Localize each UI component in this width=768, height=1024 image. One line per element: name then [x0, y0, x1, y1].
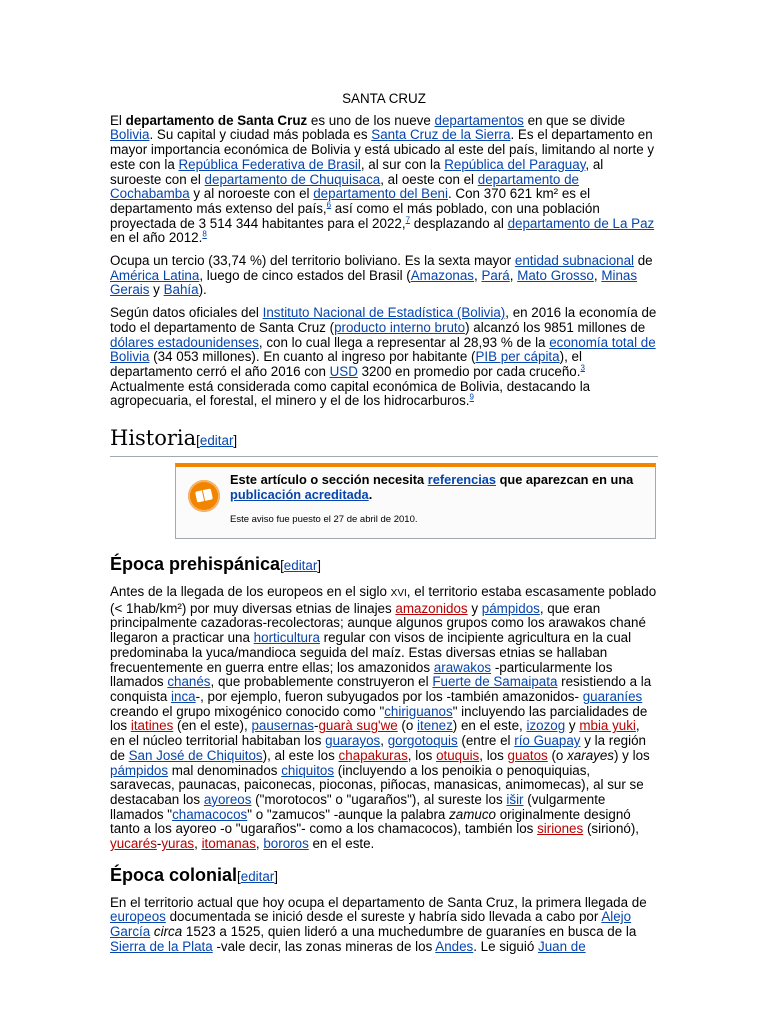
book-warning-icon — [188, 480, 220, 512]
link-minas-gerais[interactable]: Minas Gerais — [110, 267, 638, 298]
link-chapakuras[interactable]: chapakuras — [338, 747, 408, 763]
link-fuerte-samaipata[interactable]: Fuerte de Samaipata — [432, 674, 558, 690]
link-mbia-yuki[interactable]: mbia yuki — [579, 718, 636, 734]
link-otuquis[interactable]: otuquis — [436, 747, 480, 763]
link-amazonidos[interactable]: amazonidos — [395, 600, 468, 616]
link-yucares[interactable]: yucarés — [110, 836, 157, 852]
link-santa-cruz-de-la-sierra[interactable]: Santa Cruz de la Sierra — [371, 127, 511, 143]
edit-link[interactable]: editar — [283, 558, 318, 574]
link-guaranies[interactable]: guaraníes — [582, 688, 643, 704]
link-chanes[interactable]: chanés — [167, 674, 211, 690]
link-isir[interactable]: išir — [506, 791, 524, 807]
page-title: SANTA CRUZ — [342, 91, 426, 106]
link-entidad-subnacional[interactable]: entidad subnacional — [514, 253, 635, 269]
link-pampidos[interactable]: pámpidos — [481, 600, 540, 616]
link-ayoreos[interactable]: ayoreos — [203, 791, 252, 807]
link-sierra-de-la-plata[interactable]: Sierra de la Plata — [110, 938, 213, 954]
link-mato-grosso[interactable]: Mato Grosso — [517, 267, 594, 283]
link-itomanas[interactable]: itomanas — [201, 836, 256, 852]
link-alejo-garcia[interactable]: Alejo García — [110, 909, 632, 940]
link-guatos[interactable]: guatos — [507, 747, 548, 763]
link-usd[interactable]: USD — [329, 363, 358, 379]
link-siriones[interactable]: siriones — [537, 821, 584, 837]
link-paraguay[interactable]: República del Paraguay — [444, 156, 586, 172]
colonial-paragraph: En el territorio actual que hoy ocupa el departamento de Santa Cruz, la primera llegada de europeos documentada se inició desde el sureste y habría sido llevada a cabo por Alejo García circa 1523 a 1525, quien lideró a una muchedumbre de guaraníes en busca de la Sierra de la Plata -vale decir, las zonas mineras de los Andes. Le siguió Juan de — [110, 894, 647, 954]
link-arawakos[interactable]: arawakos — [433, 659, 492, 675]
bold-subject: departamento de Santa Cruz — [125, 112, 308, 128]
link-chiquitos[interactable]: chiquitos — [281, 762, 335, 778]
intro-paragraph-2: Ocupa un tercio (33,74 %) del territorio boliviano. Es la sexta mayor entidad subnacional de América Latina, luego de cinco estados del Brasil (Amazonas, Pará, Mato Grosso, Minas Gerais y Bahía). — [110, 253, 653, 298]
link-la-paz[interactable]: departamento de La Paz — [507, 215, 655, 231]
link-izozog[interactable]: izozog — [526, 718, 566, 734]
link-andes[interactable]: Andes — [435, 938, 474, 954]
ref-6[interactable]: 6 — [326, 200, 332, 210]
link-para[interactable]: Pará — [481, 267, 510, 283]
article — [110, 92, 658, 963]
link-san-jose-chiquitos[interactable]: San José de Chiquitos — [128, 747, 263, 763]
link-chuquisaca[interactable]: departamento de Chuquisaca — [204, 171, 381, 187]
link-america-latina[interactable]: América Latina — [110, 267, 200, 283]
prehispanica-paragraph: Antes de la llegada de los europeos en el siglo XVI, el territorio estaba escasamente poblado (< 1hab/km²) por muy diversas etnias de linajes amazonidos y pámpidos, que eran principalmente cazadoras-recolectoras; aunque algunos grupos como los arawakos chané llegaron a practicar una horticultura regular con visos de incipiente agricultura en la cual predominaba la yuca/mandioca seguida del maíz. Estas diversas etnias se hallaban frecuentemente en guerra entre ellas; los amazonidos arawakos -particularmente los llamados chanés, que probablemente construyeron el Fuerte de Samaipata resistiendo a la conquista inca-, por ejemplo, fueron subyugados por los -también amazonidos- guaraníes creando el grupo mixogénico conocido como "chiriguanos" incluyendo las parcialidades de los itatines (en el este), pausernas-guarà sug'we (o itenez) en el este, izozog y mbia yuki, en el núcleo territorial habitaban los guarayos, gorgotoquis (entre el río Guapay y la región de San José de Chiquitos), al este los chapakuras, los otuquis, los guatos (o xarayes) y los pámpidos mal denominados chiquitos (incluyendo a los penoikia o penoquiquias, saravecas, paunacas, paiconecas, pioconas, piñocas, manasicas, animomecas), al sur se destacaban los ayoreos ("morotocos" o "ugaraños"), al sureste los išir (vulgarmente llamados "chamacocos" o "zamucos" -aunque la palabra zamuco originalmente designó tanto a los ayoreo -o "ugaraños"- como a los chamacocos), también los siriones (sirionó), yucarés-yuras, itomanas, bororos en el este. — [110, 584, 657, 852]
notice-date: Este aviso fue puesto el 27 de abril de 2010. — [230, 514, 418, 526]
link-yuras[interactable]: yuras — [161, 836, 195, 852]
link-inca[interactable]: inca — [171, 688, 196, 704]
link-chamacocos[interactable]: chamacocos — [172, 806, 248, 822]
link-bolivia[interactable]: Bolivia — [110, 127, 150, 143]
link-itatines[interactable]: itatines — [130, 718, 174, 734]
link-pib-per-capita[interactable]: PIB per cápita — [475, 349, 560, 365]
link-europeos[interactable]: europeos — [110, 909, 166, 925]
edit-link[interactable]: editar — [199, 433, 234, 449]
references-notice — [175, 463, 656, 539]
link-horticultura[interactable]: horticultura — [253, 630, 320, 646]
link-dolares[interactable]: dólares estadounidenses — [110, 334, 259, 350]
link-guarasugwe[interactable]: guarà sug'we — [318, 718, 398, 734]
link-pampidos-2[interactable]: pámpidos — [110, 762, 169, 778]
ref-7[interactable]: 7 — [405, 215, 411, 225]
intro-paragraph-1: El departamento de Santa Cruz es uno de los nueve departamentos en que se divide Bolivia. Su capital y ciudad más poblada es Santa Cruz de la Sierra. Es el departamento en mayor importancia económica de Bolivia y está ubicado al este del país, limitando al norte y este con la República Federativa de Brasil, al sur con la República del Paraguay, al suroeste con el departamento de Chuquisaca, al oeste con el departamento de Cochabamba y al noroeste con el departamento del Beni. Con 370 621 km² es el departamento más extenso del país,$^6$ así como el más poblado, con una población proyectada de 3 514 344 habitantes para el 2022,$^7$ desplazando al departamento de La Paz en el año 2012.$^8$ — [110, 112, 655, 246]
link-amazonas[interactable]: Amazonas — [410, 267, 474, 283]
link-pib[interactable]: producto interno bruto — [334, 319, 466, 335]
ref-3[interactable]: 3 — [580, 363, 585, 373]
notice-message: Este artículo o sección necesita referencias que aparezcan en una publicación acreditada. — [230, 472, 634, 502]
intro-paragraph-3: Según datos oficiales del Instituto Nacional de Estadística (Bolivia), en 2016 la economía de todo el departamento de Santa Cruz (producto interno bruto) alcanzó los 9851 millones de dólares estadounidenses, con lo cual llega a representar al 28,93 % de la economía total de Bolivia (34 053 millones). En cuanto al ingreso por habitante (PIB per cápita), el departamento cerró el año 2016 con USD 3200 en promedio por cada cruceño.$^3$ Actualmente está considerada como capital económica de Bolivia, destacando la agropecuaria, el forestal, el minero y el de los hidrocarburos.$^9$ — [110, 305, 657, 409]
link-bahia[interactable]: Bahía — [163, 282, 199, 298]
section-heading-colonial: Época colonial[editar] — [110, 864, 278, 885]
edit-section-historia: [editar] — [196, 433, 238, 449]
link-gorgotoquis[interactable]: gorgotoquis — [387, 733, 458, 749]
link-brasil[interactable]: República Federativa de Brasil — [178, 156, 361, 172]
link-ine[interactable]: Instituto Nacional de Estadística (Bolivia) — [262, 305, 506, 321]
ref-9[interactable]: 9 — [469, 392, 474, 402]
link-cochabamba[interactable]: departamento de Cochabamba — [110, 171, 579, 202]
link-pausernas[interactable]: pausernas — [251, 718, 314, 734]
link-referencias[interactable]: referencias — [427, 472, 497, 488]
link-chiriguanos[interactable]: chiriguanos — [384, 703, 453, 719]
link-departamentos[interactable]: departamentos — [434, 112, 524, 128]
link-juan-de[interactable]: Juan de — [538, 938, 586, 954]
edit-link[interactable]: editar — [240, 868, 275, 884]
ref-8[interactable]: 8 — [202, 229, 207, 239]
link-publicacion-acreditada[interactable]: publicación acreditada — [230, 486, 369, 502]
section-heading-historia: Historia[editar] — [110, 425, 658, 457]
section-heading-prehispanica: Época prehispánica[editar] — [110, 554, 322, 575]
link-economia-bolivia[interactable]: economía total de Bolivia — [110, 334, 656, 365]
link-rio-guapay[interactable]: río Guapay — [514, 733, 581, 749]
link-guarayos[interactable]: guarayos — [325, 733, 381, 749]
link-bororos[interactable]: bororos — [263, 836, 309, 852]
link-itenez[interactable]: itenez — [417, 718, 453, 734]
link-beni[interactable]: departamento del Beni — [313, 186, 448, 202]
